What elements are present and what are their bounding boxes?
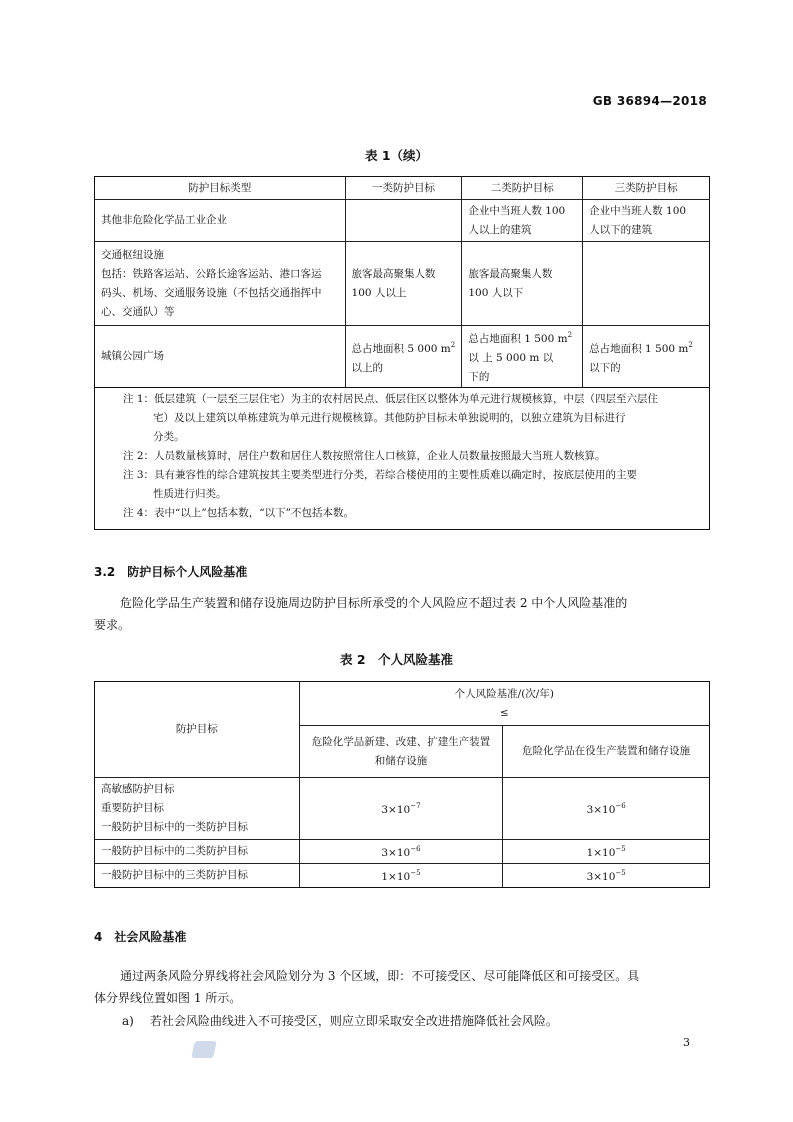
cell-line: 高敏感防护目标 — [101, 783, 175, 795]
note-3 — [123, 466, 699, 504]
cell-line: 旅客最高聚集人数 — [468, 267, 553, 280]
cell-line: 交通枢纽设施 — [101, 248, 164, 261]
cell-line: 一般防护目标中的三类防护目标 — [101, 869, 248, 881]
table2-new-value: $1\times 10^{-5}$ — [299, 864, 503, 888]
table2-existing-value: $3\times 10^{-6}$ — [503, 778, 710, 840]
section-4-paragraph — [94, 965, 710, 1009]
table1-class1-cell — [345, 242, 462, 326]
table1-header-cell: 三类防护目标 — [583, 177, 710, 200]
note-text: 人员数量核算时，居住户数和居住人数按照常住人口核算，企业人员数量按照最大当班人数核算。 — [154, 450, 606, 462]
table1-class2-cell — [462, 326, 583, 388]
table1-type-cell — [95, 242, 346, 326]
note-4 — [123, 504, 699, 523]
note-label: 注 1： — [123, 393, 155, 405]
note-1 — [123, 390, 699, 447]
cell-line: 一般防护目标中的二类防护目标 — [101, 845, 248, 857]
list-item-a — [122, 1010, 558, 1032]
table1-header-cell: 二类防护目标 — [462, 177, 583, 200]
cell-line: 企业中当班人数 100 — [468, 204, 566, 217]
table2-existing-value: $3\times 10^{-5}$ — [503, 864, 710, 888]
table1-class1-cell — [345, 200, 462, 242]
note-text: 宅）及以上建筑以单栋建筑为单元进行规模核算。其他防护目标未单独说明的，以独立建筑为目标进行 — [153, 412, 626, 424]
note-label: 注 2： — [123, 450, 155, 462]
table1-type-cell — [95, 200, 346, 242]
cell-line: 总占地面积 1 500 $m^2$ — [589, 340, 693, 355]
page-number: 3 — [683, 1036, 690, 1049]
cell-line: 人以下的建筑 — [589, 223, 653, 236]
table1-class1-cell — [345, 326, 462, 388]
cell-line: 企业中当班人数 100 — [589, 204, 687, 217]
table1-header-cell: 一类防护目标 — [345, 177, 462, 200]
table1-class2-cell — [462, 200, 583, 242]
cell-line: 下的 — [468, 371, 490, 383]
table-row — [95, 778, 710, 840]
table1-class3-cell — [583, 242, 710, 326]
cell-line: 码头、机场、交通服务设施（不包括交通指挥中 — [101, 286, 322, 299]
table1-class2-cell — [462, 242, 583, 326]
table2-target-cell — [95, 778, 300, 840]
table2-new-header — [299, 726, 503, 778]
note-label: 注 4： — [123, 507, 155, 519]
para-line: 体分界线位置如图 1 所示。 — [94, 991, 242, 1005]
table-row — [95, 840, 710, 864]
table2 — [94, 681, 710, 888]
table-row — [95, 326, 710, 388]
cell-line: 其他非危险化学品工业企业 — [101, 214, 227, 226]
list-text: 若社会风险曲线进入不可接受区，则应立即采取安全改进措施降低社会风险。 — [149, 1014, 558, 1028]
cell-line: 总占地面积 5 000 $m^2$ — [351, 340, 456, 355]
section-3-2-heading: 3.2 防护目标个人风险基准 — [94, 565, 248, 579]
table2-existing-value: $1\times 10^{-5}$ — [503, 840, 710, 864]
cell-line: 人以上的建筑 — [468, 223, 532, 236]
cell-line: 心、交通队）等 — [101, 305, 175, 318]
note-2 — [123, 447, 699, 466]
table-row — [95, 864, 710, 888]
table2-target-cell — [95, 864, 300, 888]
para-line: 通过两条风险分界线将社会风险划分为 3 个区域，即：不可接受区、尽可能降低区和可接受区。具 — [120, 969, 640, 983]
note-label: 注 3： — [123, 469, 155, 481]
table1-class3-cell — [583, 326, 710, 388]
note-text: 性质进行归类。 — [153, 488, 227, 500]
table2-caption: 表 2 个人风险基准 — [339, 652, 454, 667]
cell-line: 城镇公园广场 — [101, 350, 164, 362]
table2-risk-header — [299, 682, 709, 726]
table1-header-row — [95, 177, 710, 200]
cell-line: 100 人以上 — [351, 286, 407, 299]
table2-new-value: $3\times 10^{-7}$ — [299, 778, 503, 840]
table1 — [94, 176, 710, 388]
para-line: 危险化学品生产装置和储存设施周边防护目标所承受的个人风险应不超过表 2 中个人风险基准的 — [120, 596, 628, 610]
cell-line: 旅客最高聚集人数 — [351, 267, 436, 280]
table1-class3-cell — [583, 200, 710, 242]
table1-caption: 表 1（续） — [364, 148, 429, 163]
header-line: 个人风险基准/(次/年) — [454, 687, 554, 700]
table1-header-cell: 防护目标类型 — [95, 177, 346, 200]
list-label: a) — [122, 1014, 134, 1028]
section-3-2-paragraph — [94, 592, 710, 636]
table1-type-cell — [95, 326, 346, 388]
table-row — [95, 242, 710, 326]
cell-line: 100 人以下 — [468, 286, 524, 299]
para-line: 要求。 — [94, 618, 131, 632]
note-text: 分类。 — [153, 431, 185, 443]
cell-line: 包括：铁路客运站、公路长途客运站、港口客运 — [101, 267, 322, 280]
table1-notes — [94, 386, 710, 530]
header-line: ≤ — [499, 706, 509, 719]
table2-header-row — [95, 682, 710, 726]
note-text: 低层建筑（一层至三层住宅）为主的农村居民点、低层住区以整体为单元进行规模核算，中层（四层至六层住 — [154, 393, 659, 405]
table2-new-value: $3\times 10^{-6}$ — [299, 840, 503, 864]
cell-line: 重要防护目标 — [101, 802, 164, 814]
table2-target-header: 防护目标 — [95, 682, 300, 778]
header-line: 危险化学品新建、改建、扩建生产装置 — [311, 735, 491, 748]
standard-number: GB 36894—2018 — [592, 94, 707, 108]
note-text: 具有兼容性的综合建筑按其主要类型进行分类，若综合楼使用的主要性质难以确定时，按底层使用的主要 — [154, 469, 638, 481]
note-text: 表中“以上”包括本数，“以下”不包括本数。 — [154, 507, 355, 519]
publisher-logo-icon — [191, 1041, 217, 1058]
cell-line: 一般防护目标中的一类防护目标 — [101, 821, 248, 833]
section-4-heading: 4 社会风险基准 — [94, 930, 187, 944]
table-row — [95, 200, 710, 242]
header-line: 和储存设施 — [374, 754, 428, 767]
cell-line: 以上的 — [351, 361, 384, 374]
cell-line: 以下的 — [589, 361, 621, 374]
cell-line: 总占地面积 1 500 $m^2$ — [468, 331, 573, 345]
table2-target-cell — [95, 840, 300, 864]
table2-existing-header: 危险化学品在役生产装置和储存设施 — [503, 726, 710, 778]
cell-line: 以 上 5 000 m 以 — [468, 352, 554, 364]
